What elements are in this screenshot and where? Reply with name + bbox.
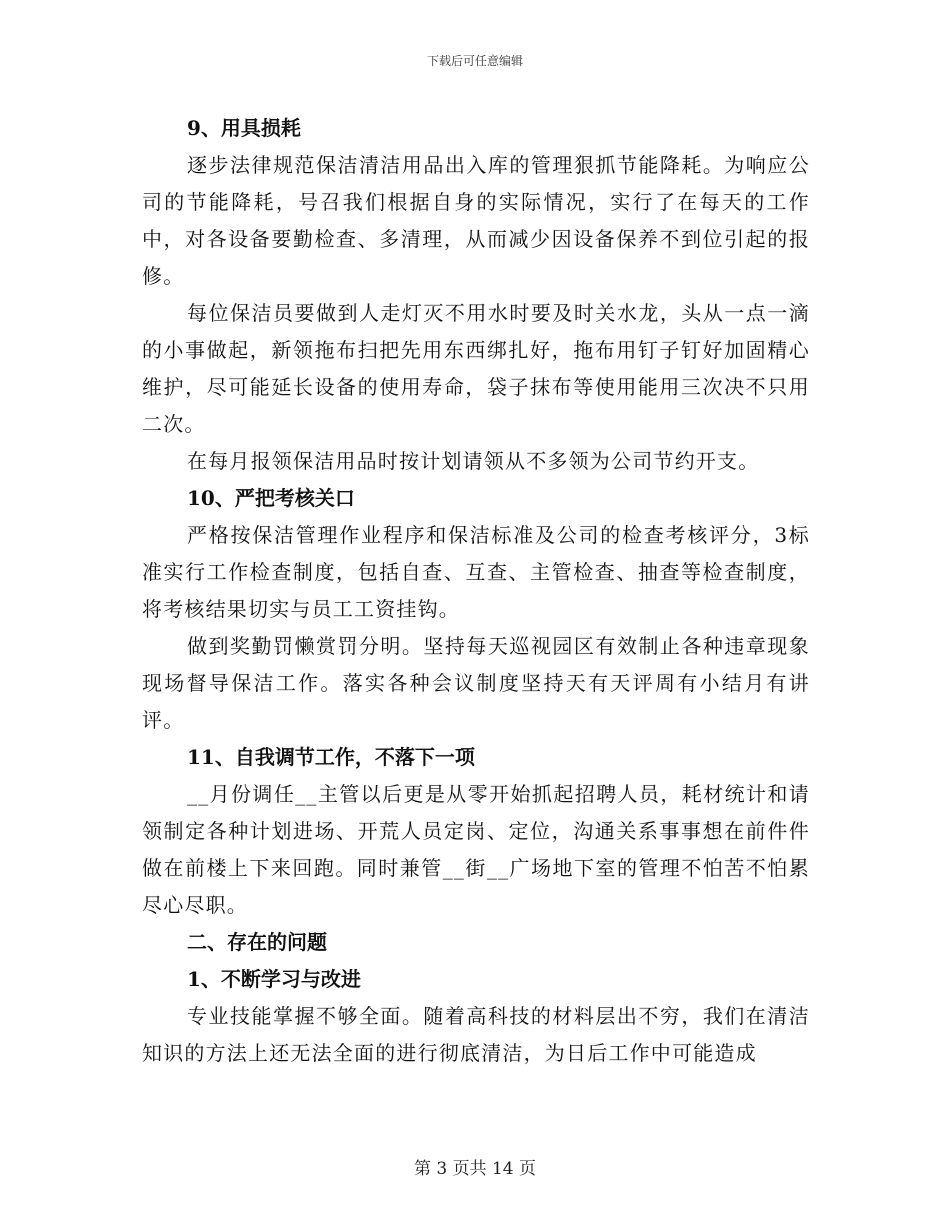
section-heading: 二、存在的问题: [187, 930, 327, 954]
section-heading: 9、用具损耗: [187, 116, 301, 140]
paragraph: 专业技能掌握不够全面。随着高科技的材料层出不穷，我们在清洁知识的方法上还无法全面的进行彻底清洁，为日后工作中可能造成: [142, 1004, 810, 1065]
paragraph: 每位保洁员要做到人走灯灭不用水时要及时关水龙，头从一点一滴的小事做起，新领拖布扫把先用东西绑扎好，拖布用钉子钉好加固精心维护，尽可能延长设备的使用寿命，袋子抹布等使用能用三次决不只用二次。: [142, 301, 810, 436]
document-body: [142, 110, 810, 1072]
paragraph: 做到奖勤罚懒赏罚分明。坚持每天巡视园区有效制止各种违章现象现场督导保洁工作。落实各种会议制度坚持天有天评周有小结月有讲评。: [142, 634, 810, 732]
paragraph: 严格按保洁管理作业程序和保洁标准及公司的检查考核评分，3标准实行工作检查制度，包括自查、互查、主管检查、抽查等检查制度，将考核结果切实与员工工资挂钩。: [142, 523, 810, 621]
section-heading: 11、自我调节工作，不落下一项: [187, 745, 475, 769]
page-number: 第 3 页共 14 页: [413, 1159, 537, 1179]
paragraph: 在每月报领保洁用品时按计划请领从不多领为公司节约开支。: [187, 449, 760, 473]
section-heading: 10、严把考核关口: [187, 486, 355, 510]
paragraph: __月份调任__主管以后更是从零开始抓起招聘人员，耗材统计和请领制定各种计划进场、开荒人员定岗、定位，沟通关系事事想在前件件做在前楼上下来回跑。同时兼管__街__广场地下室的管理不怕苦不怕累尽心尽职。: [142, 782, 810, 917]
page-header: 下载后可任意编辑: [426, 54, 523, 68]
section-heading: 1、不断学习与改进: [187, 967, 361, 991]
paragraph: 逐步法律规范保洁清洁用品出入库的管理狠抓节能降耗。为响应公司的节能降耗，号召我们根据自身的实际情况，实行了在每天的工作中，对各设备要勤检查、多清理，从而减少因设备保养不到位引起的报修。: [142, 153, 810, 288]
